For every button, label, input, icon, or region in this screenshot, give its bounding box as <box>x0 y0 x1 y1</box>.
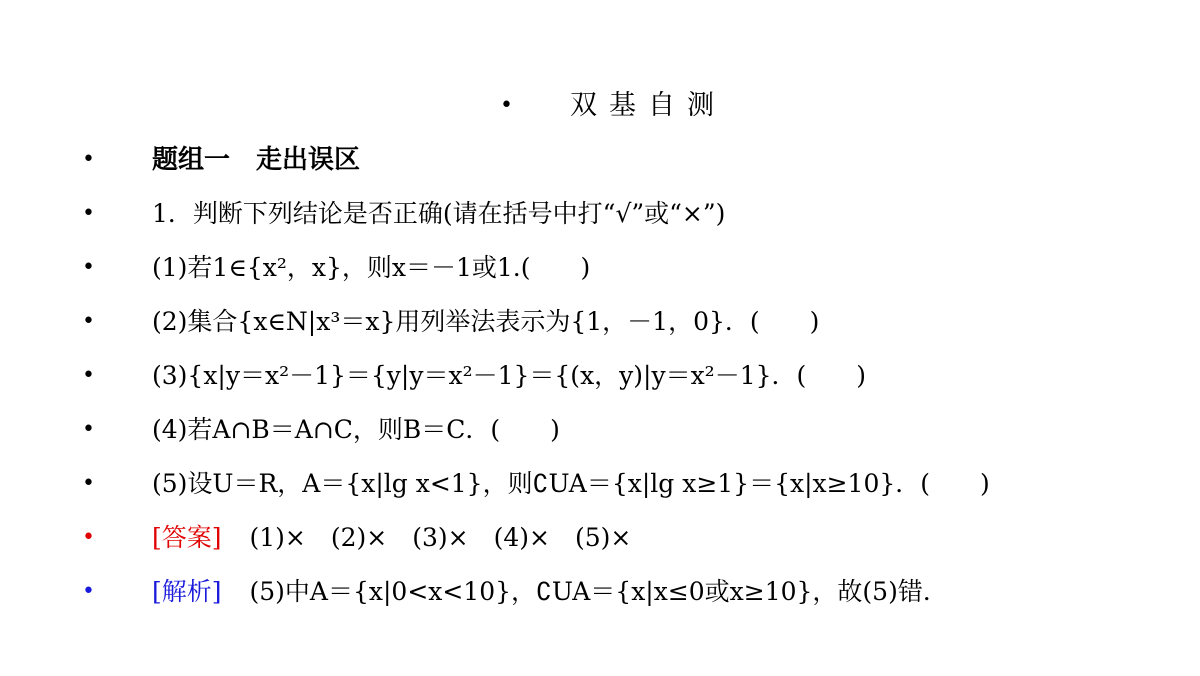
bullet-icon: • <box>82 201 95 226</box>
section-heading: 题组一 走出误区 <box>152 145 361 175</box>
bullet-icon: • <box>82 147 95 172</box>
analysis-text: (5)中A＝{x|0<x<10}，∁UA＝{x|x≤0或x≥10}，故(5)错． <box>249 577 948 606</box>
list-item <box>0 410 1200 450</box>
analysis-row <box>0 572 1200 612</box>
bullet-icon: • <box>82 525 95 550</box>
list-item <box>0 194 1200 234</box>
bullet-icon: • <box>82 471 95 496</box>
bullet-icon: • <box>82 255 95 280</box>
title-row <box>0 86 1200 126</box>
question-item-5: (5)设U＝R，A＝{x|lg x<1}，则∁UA＝{x|lg x≥1}＝{x|x≥10}．( ) <box>152 469 990 498</box>
answer-line <box>152 518 631 558</box>
list-item <box>0 464 1200 504</box>
list-item <box>0 302 1200 342</box>
analysis-line <box>152 572 948 612</box>
question-item-1: (1)若1∈{x²，x}，则x＝－1或1.( ) <box>152 253 591 282</box>
answer-label: [答案] <box>152 523 222 552</box>
analysis-label: [解析] <box>152 577 222 606</box>
bullet-icon: • <box>82 579 95 604</box>
page-title: 双基自测 <box>570 90 726 121</box>
list-item <box>0 248 1200 288</box>
bullet-icon: • <box>500 93 513 118</box>
answer-text: (1)× (2)× (3)× (4)× (5)× <box>249 523 632 552</box>
bullet-icon: • <box>82 363 95 388</box>
question-stem: 1．判断下列结论是否正确(请在括号中打“√”或“×”) <box>152 199 726 228</box>
question-item-2: (2)集合{x∈N|x³＝x}用列举法表示为{1，－1，0}．( ) <box>152 307 820 336</box>
bullet-icon: • <box>82 309 95 334</box>
question-item-3: (3){x|y＝x²－1}＝{y|y＝x²－1}＝{(x，y)|y＝x²－1}．( ) <box>152 361 867 390</box>
bullet-icon: • <box>82 417 95 442</box>
answer-row <box>0 518 1200 558</box>
list-item <box>0 356 1200 396</box>
list-item <box>0 140 1200 180</box>
question-item-4: (4)若A∩B＝A∩C，则B＝C．( ) <box>152 415 560 444</box>
